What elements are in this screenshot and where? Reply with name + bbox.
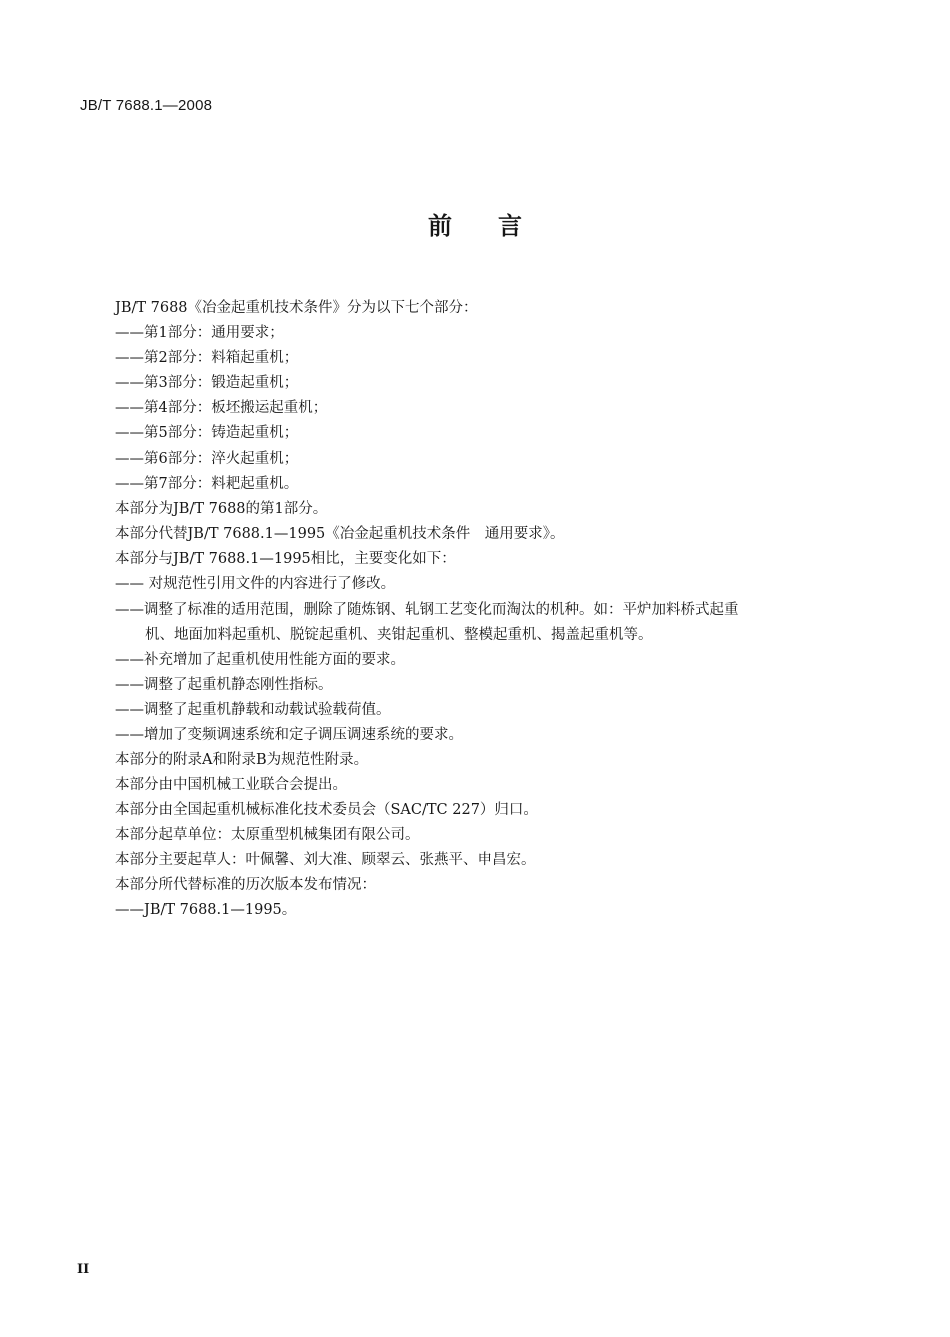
body-line: ——调整了起重机静载和动载试验载荷值。 xyxy=(115,702,391,718)
body-line: 本部分与JB/T 7688.1—1995相比，主要变化如下： xyxy=(115,551,456,567)
body-line: ——调整了起重机静态刚性指标。 xyxy=(115,677,333,693)
body-line: —— 对规范性引用文件的内容进行了修改。 xyxy=(115,576,396,592)
page-title: 前言 xyxy=(428,212,568,240)
body-line: ——补充增加了起重机使用性能方面的要求。 xyxy=(115,652,405,668)
body-line: ——第6部分：淬火起重机； xyxy=(115,451,299,467)
body-line: ——第7部分：料耙起重机。 xyxy=(115,476,299,492)
body-line: ——JB/T 7688.1—1995。 xyxy=(115,902,297,918)
page-number: II xyxy=(77,1262,90,1277)
body-line: JB/T 7688《冶金起重机技术条件》分为以下七个部分： xyxy=(115,300,478,316)
document-code: JB/T 7688.1—2008 xyxy=(80,97,213,114)
body-line: 本部分为JB/T 7688的第1部分。 xyxy=(115,501,328,517)
body-line: ——第5部分：铸造起重机； xyxy=(115,425,299,441)
body-line: ——第1部分：通用要求； xyxy=(115,325,284,341)
body-line: ——调整了标准的适用范围，删除了随炼钢、轧钢工艺变化而淘汰的机种。如：平炉加料桥式起重 xyxy=(115,602,739,618)
body-line: ——增加了变频调速系统和定子调压调速系统的要求。 xyxy=(115,727,463,743)
body-line: 本部分所代替标准的历次版本发布情况： xyxy=(115,877,376,893)
body-line: 本部分主要起草人：叶佩馨、刘大准、顾翠云、张燕平、申昌宏。 xyxy=(115,852,536,868)
body-line: 机、地面加料起重机、脱锭起重机、夹钳起重机、整模起重机、揭盖起重机等。 xyxy=(145,627,653,643)
body-line: ——第3部分：锻造起重机； xyxy=(115,375,299,391)
body-line: 本部分起草单位：太原重型机械集团有限公司。 xyxy=(115,827,420,843)
body-line: 本部分代替JB/T 7688.1—1995《冶金起重机技术条件 通用要求》。 xyxy=(115,526,565,542)
body-line: ——第4部分：板坯搬运起重机； xyxy=(115,400,328,416)
body-line: 本部分由中国机械工业联合会提出。 xyxy=(115,777,347,793)
body-line: 本部分由全国起重机械标准化技术委员会（SAC/TC 227）归口。 xyxy=(115,802,538,818)
body-line: 本部分的附录A和附录B为规范性附录。 xyxy=(115,752,369,768)
body-line: ——第2部分：料箱起重机； xyxy=(115,350,299,366)
